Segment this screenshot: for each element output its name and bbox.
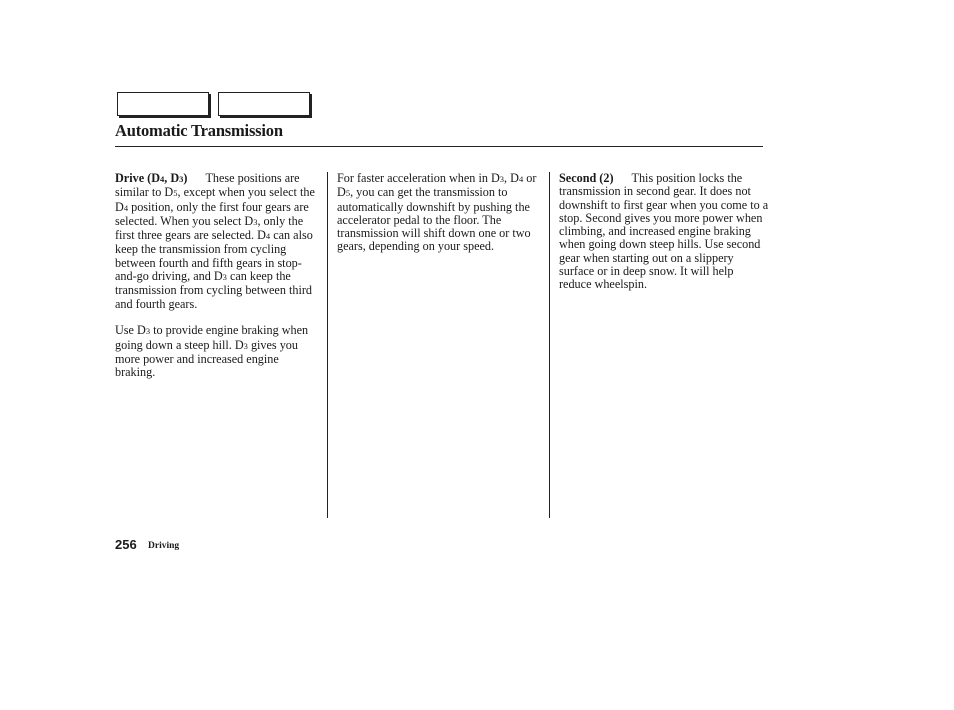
gear-subscript: 3 xyxy=(179,174,184,184)
acceleration-body: For faster acceleration when in D3, D4 or D5, you can get the transmission to automatically downshift by pushing the accelerator pedal to the floor. The transmission will shift down one or two gears, depending on your speed. xyxy=(337,171,537,254)
acceleration-paragraph xyxy=(337,172,543,254)
column-divider-1 xyxy=(327,172,328,518)
gear-subscript: 5 xyxy=(173,188,178,199)
gear-subscript: 4 xyxy=(518,174,524,184)
page-number: 256 xyxy=(115,537,137,552)
second-heading: Second (2) xyxy=(559,171,614,185)
gear-subscript: 3 xyxy=(243,340,248,351)
gear-subscript: 3 xyxy=(222,272,227,283)
gear-subscript: 4 xyxy=(123,202,129,213)
gear-subscript: 4 xyxy=(265,231,271,242)
column-divider-2 xyxy=(549,172,550,518)
drive-paragraph xyxy=(115,172,321,311)
gear-subscript: 3 xyxy=(253,216,258,227)
nav-tab-button-1[interactable] xyxy=(117,92,209,116)
gear-subscript: 3 xyxy=(145,326,151,337)
column-3 xyxy=(559,172,769,292)
gear-subscript: 3 xyxy=(499,174,505,184)
drive-heading: Drive (D4, D3) xyxy=(115,171,188,185)
page-title: Automatic Transmission xyxy=(115,121,283,140)
title-rule xyxy=(115,146,763,147)
column-1 xyxy=(115,172,321,379)
column-2 xyxy=(337,172,543,254)
section-label: Driving xyxy=(148,541,180,551)
drive-body: These positions are similar to D5, except when you select the D4 position, only the first four gears are selected. When you select D3, only the first three gears are selected. D4 can also keep the transmission from cycling between fourth and fifth gears in stop-and-go driving, and D3 can keep the transmission from cycling between third and fourth gears. xyxy=(115,171,315,311)
gear-subscript: 5 xyxy=(345,188,351,199)
nav-tab-button-2[interactable] xyxy=(218,92,310,116)
d3-braking-paragraph xyxy=(115,324,321,379)
second-body: This position locks the transmission in second gear. It does not downshift to first gear when you come to a stop. Second gives you more power when climbing, and increased engine braking when going down steep hills. Use second gear when starting out on a slippery surface or in deep snow. It will help reduce wheelspin. xyxy=(559,171,769,292)
d3-braking-body: Use D3 to provide engine braking when going down a steep hill. D3 gives you more power and increased engine braking. xyxy=(115,323,309,380)
second-paragraph xyxy=(559,172,769,292)
gear-subscript: 4 xyxy=(160,174,165,184)
